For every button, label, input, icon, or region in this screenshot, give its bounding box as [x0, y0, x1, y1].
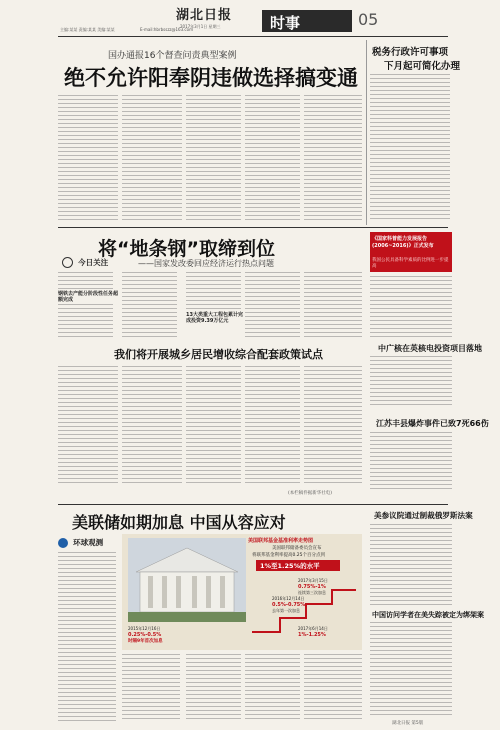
- logo-text: 湖北日报: [176, 8, 233, 23]
- article-tax: [370, 40, 461, 225]
- steel-body-e: [245, 272, 300, 340]
- article-body-col2: [122, 95, 182, 220]
- section-rule-2: [58, 504, 448, 505]
- income-headline: 我们将开展城乡居民增收综合配套政策试点: [114, 348, 323, 361]
- section-title: 时事: [270, 14, 301, 32]
- page-footer: 湖北日报 第5版: [392, 721, 424, 726]
- callout-2-range: 0.5%-0.75%: [272, 602, 306, 608]
- jiangsu-body: [370, 432, 452, 492]
- callout-2-label: 去年第一次加息: [272, 608, 300, 613]
- tax-body: [370, 74, 450, 222]
- article-headline: 绝不允许阳奉阴违做选择搞变通: [64, 66, 358, 90]
- infographic-sub-a: 美国联邦储备委员会宣布: [272, 546, 322, 551]
- callout-3: [128, 626, 238, 644]
- section-block: [262, 10, 352, 32]
- callout-1-date: 2017年3月15日: [298, 578, 328, 583]
- tax-headline: 税务行政许可事项: [372, 47, 449, 58]
- article-inspection: [58, 40, 364, 225]
- scholar-headline: 中国访问学者在美失踪被定为绑架案: [372, 611, 484, 619]
- callout-3-date: 2015年12月16日: [128, 626, 161, 631]
- jiangsu-headline: 江苏丰县爆炸事件已致7死66伤: [376, 419, 489, 428]
- banner-title: 《国家科普能力发展报告(2006~2016)》正式发布: [372, 236, 434, 249]
- fed-headline: 美联储如期加息 中国从容应对: [72, 513, 286, 532]
- article-body-col5: [304, 95, 362, 220]
- callout-4: [298, 626, 358, 638]
- steel-body-d: [186, 272, 241, 310]
- banner-subtitle: 我国公民具备科学素质的比例进一步提高: [372, 258, 449, 269]
- article-steel: [58, 230, 364, 340]
- fed-body-col4: [245, 654, 300, 722]
- callout-3-label: 时隔9年首次加息: [128, 639, 163, 644]
- steel-badge-label: 今日关注: [78, 258, 109, 267]
- callout-1-range: 0.75%-1%: [298, 584, 326, 590]
- steel-sub-d: 13大类重大工程包累计完成投资9.39万亿元: [186, 312, 243, 324]
- masthead-rule: [58, 36, 448, 37]
- fed-body-col1: [58, 552, 116, 722]
- page-number: 05: [358, 10, 379, 29]
- callout-2: [272, 596, 334, 614]
- article-income: [58, 342, 364, 502]
- fed-body-col2: [122, 654, 180, 722]
- steel-body-a: [58, 272, 113, 290]
- article-body-col3: [186, 95, 241, 220]
- income-body-col1: [58, 366, 118, 486]
- senate-headline: 美参议院通过制裁俄罗斯法案: [374, 511, 473, 520]
- fed-rate-infographic: [122, 534, 362, 650]
- cgn-body: [370, 356, 452, 408]
- callout-4-date: 2017年6月14日: [298, 626, 328, 631]
- senate-body: [370, 524, 452, 606]
- steel-body-f: [304, 272, 362, 340]
- income-body-col2: [122, 366, 182, 486]
- clock-icon: [62, 257, 73, 268]
- fed-body-col3: [186, 654, 241, 722]
- callout-3-range: 0.25%-0.5%: [128, 632, 162, 638]
- masthead-date: 2017年3月1日 星期三: [180, 24, 221, 29]
- scholar-body: [370, 622, 452, 718]
- fed-body-col5: [304, 654, 362, 722]
- globe-icon: [58, 538, 68, 548]
- section-rule-1: [58, 227, 448, 228]
- article-kicker: 国办通报16个督查问责典型案例: [108, 51, 237, 61]
- fed-column-badge: [58, 532, 118, 548]
- masthead: [0, 0, 500, 38]
- tax-subhead: 下月起可简化办理: [384, 61, 461, 72]
- income-body-col4: [245, 366, 300, 486]
- income-footer: (本栏稿件据新华社电): [288, 491, 333, 496]
- fed-column-label: 环球观测: [73, 538, 104, 547]
- steel-headline: 将“地条钢”取缔到位: [98, 238, 275, 260]
- column-divider: [366, 40, 367, 225]
- steel-body-c: [122, 272, 177, 340]
- article-fed: [58, 506, 364, 726]
- callout-1: [298, 578, 360, 596]
- income-body-col3: [186, 366, 241, 486]
- callout-1-label: 连续第三次加息: [298, 590, 326, 595]
- science-body: [370, 276, 452, 338]
- steel-subhead: ——国家发改委回应经济运行热点问题: [138, 259, 274, 268]
- cgn-headline: 中广核在英核电投资项目落地: [378, 344, 482, 353]
- masthead-editor: 主编:某某 责编:某某 美编:某某: [60, 27, 115, 32]
- steel-badge: [62, 252, 122, 266]
- infographic-title: 美国联邦基金基准利率走势图: [248, 538, 314, 544]
- income-body-col5: [304, 366, 362, 486]
- masthead-email: E-mail:hbrbsszz@163.com: [140, 27, 193, 32]
- article-body-col1: [58, 95, 118, 220]
- masthead-logo: [176, 4, 246, 24]
- highlight-text: 1%至1.25%的水平: [260, 562, 320, 570]
- science-banner: [370, 232, 452, 272]
- steel-sub-b: 钢铁去产能分阶段性任务超额完成: [58, 291, 119, 303]
- fed-building-icon: [128, 538, 246, 622]
- infographic-highlight: [256, 560, 340, 571]
- callout-2-date: 2016年12月14日: [272, 596, 305, 601]
- article-body-col4: [245, 95, 300, 220]
- callout-4-range: 1%-1.25%: [298, 632, 326, 638]
- steel-body-b: [58, 304, 113, 340]
- infographic-sub-b: 将联邦基金利率提高0.25个百分点到: [252, 553, 326, 558]
